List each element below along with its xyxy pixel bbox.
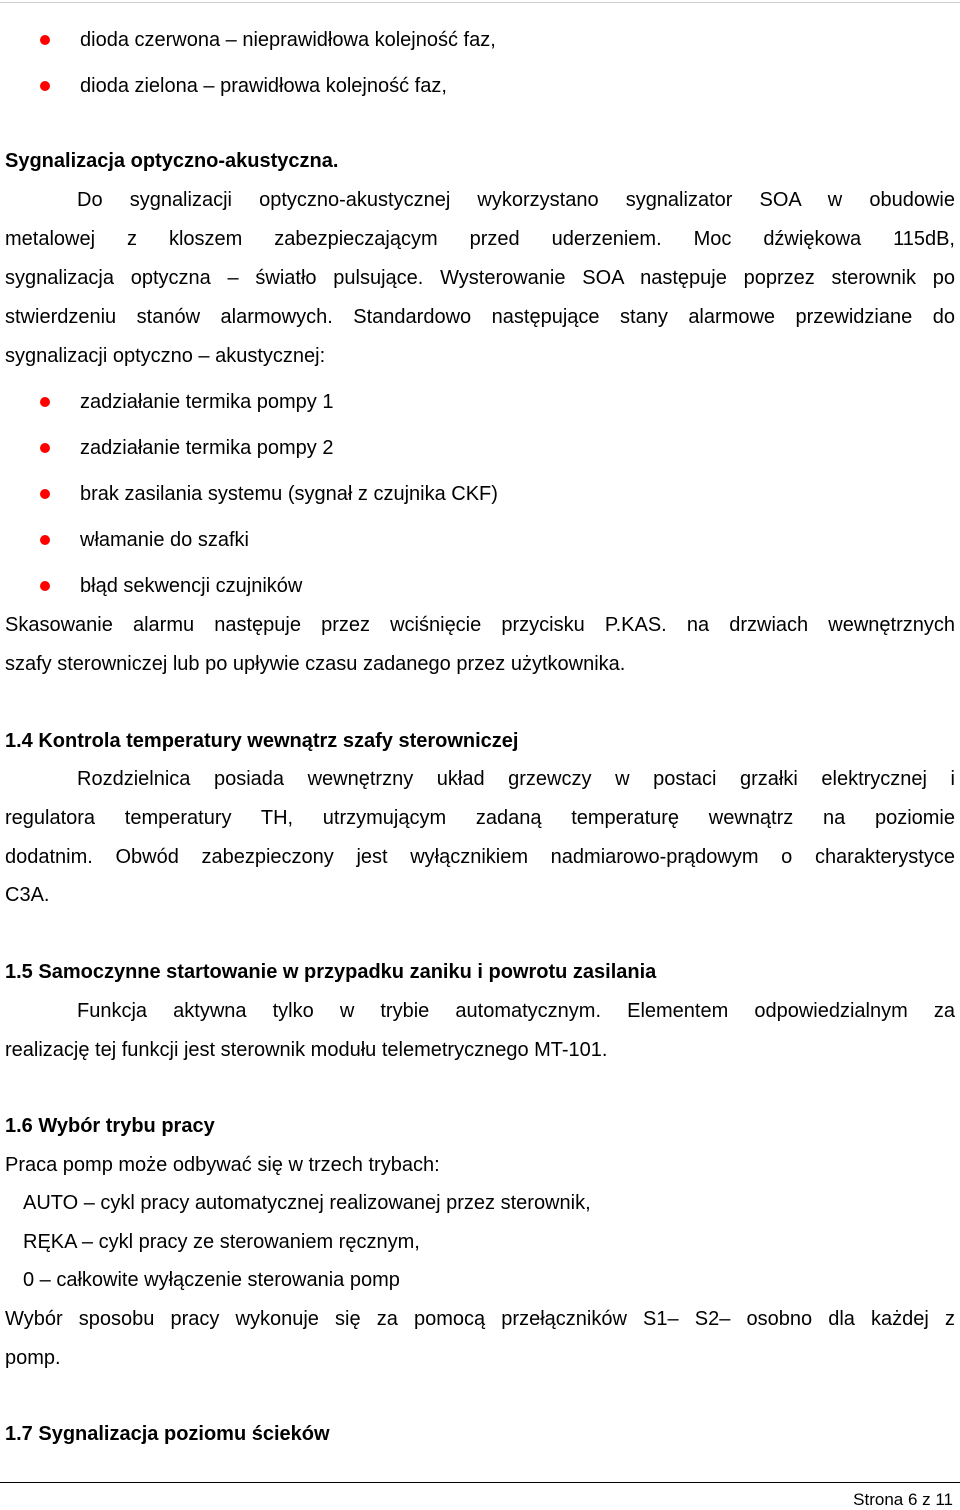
- red-bullet-icon: [40, 443, 50, 453]
- section-heading: 1.7 Sygnalizacja poziomu ścieków: [5, 1423, 330, 1445]
- page-number: Strona 6 z 11: [853, 1490, 953, 1509]
- top-rule: [0, 2, 960, 3]
- section-heading: Sygnalizacja optyczno-akustyczna.: [5, 150, 339, 172]
- red-bullet-icon: [40, 489, 50, 499]
- paragraph-line: Do sygnalizacji optyczno-akustycznej wykorzystano sygnalizator SOA w obudowie: [77, 189, 955, 211]
- footer-rule: [0, 1482, 960, 1483]
- red-bullet-icon: [40, 81, 50, 91]
- paragraph-line: C3A.: [5, 884, 50, 906]
- paragraph-line: metalowej z kloszem zabezpieczającym przed uderzeniem. Moc dźwiękowa 115dB,: [5, 228, 955, 250]
- paragraph-line: stwierdzeniu stanów alarmowych. Standardowo następujące stany alarmowe przewidziane do: [5, 306, 955, 328]
- paragraph-line: Praca pomp może odbywać się w trzech trybach:: [5, 1154, 440, 1176]
- paragraph-line: Skasowanie alarmu następuje przez wciśnięcie przycisku P.KAS. na drzwiach wewnętrznych: [5, 614, 955, 636]
- list-item-text: włamanie do szafki: [80, 529, 249, 551]
- paragraph-line: pomp.: [5, 1347, 61, 1369]
- red-bullet-icon: [40, 581, 50, 591]
- paragraph-line: regulatora temperatury TH, utrzymującym zadaną temperaturę wewnątrz na poziomie: [5, 807, 955, 829]
- mode-item: AUTO – cykl pracy automatycznej realizowanej przez sterownik,: [23, 1192, 591, 1214]
- paragraph-line: szafy sterowniczej lub po upływie czasu zadanego przez użytkownika.: [5, 653, 626, 675]
- list-item-text: błąd sekwencji czujników: [80, 575, 303, 597]
- list-item-text: dioda czerwona – nieprawidłowa kolejność faz,: [80, 29, 496, 51]
- section-heading: 1.4 Kontrola temperatury wewnątrz szafy sterowniczej: [5, 730, 519, 752]
- paragraph-line: Funkcja aktywna tylko w trybie automatycznym. Elementem odpowiedzialnym za: [77, 1000, 955, 1022]
- paragraph-line: Wybór sposobu pracy wykonuje się za pomocą przełączników S1– S2– osobno dla każdej z: [5, 1308, 955, 1330]
- red-bullet-icon: [40, 397, 50, 407]
- list-item-text: brak zasilania systemu (sygnał z czujnika CKF): [80, 483, 498, 505]
- mode-item: 0 – całkowite wyłączenie sterowania pomp: [23, 1269, 400, 1291]
- paragraph-line: sygnalizacji optyczno – akustycznej:: [5, 345, 326, 367]
- paragraph-line: realizację tej funkcji jest sterownik modułu telemetrycznego MT-101.: [5, 1039, 608, 1061]
- paragraph-line: dodatnim. Obwód zabezpieczony jest wyłącznikiem nadmiarowo-prądowym o charakterystyce: [5, 846, 955, 868]
- list-item-text: zadziałanie termika pompy 1: [80, 391, 334, 413]
- list-item-text: zadziałanie termika pompy 2: [80, 437, 334, 459]
- mode-item: RĘKA – cykl pracy ze sterowaniem ręcznym,: [23, 1231, 420, 1253]
- paragraph-line: Rozdzielnica posiada wewnętrzny układ grzewczy w postaci grzałki elektrycznej i: [77, 768, 955, 790]
- red-bullet-icon: [40, 535, 50, 545]
- list-item-text: dioda zielona – prawidłowa kolejność faz,: [80, 75, 447, 97]
- section-heading: 1.6 Wybór trybu pracy: [5, 1115, 215, 1137]
- section-heading: 1.5 Samoczynne startowanie w przypadku zaniku i powrotu zasilania: [5, 961, 657, 983]
- paragraph-line: sygnalizacja optyczna – światło pulsujące. Wysterowanie SOA następuje poprzez sterownik po: [5, 267, 955, 289]
- red-bullet-icon: [40, 35, 50, 45]
